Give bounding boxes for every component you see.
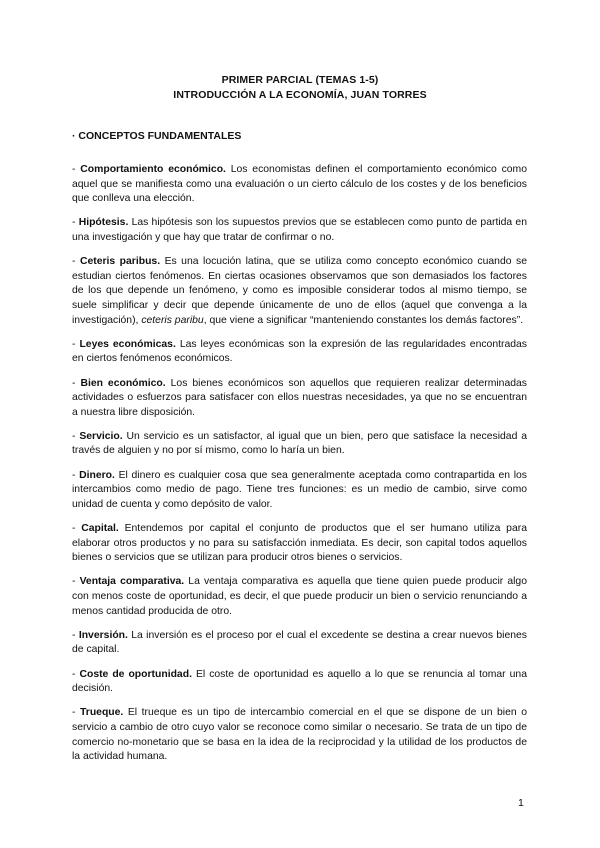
definition-bien-economico bbox=[72, 377, 527, 421]
definition-term: Ceteris paribus. bbox=[79, 256, 161, 268]
definitions-list bbox=[72, 163, 527, 774]
document-title-line-1: PRIMER PARCIAL (TEMAS 1-5) bbox=[221, 74, 379, 86]
definition-comportamiento-economico bbox=[72, 163, 527, 207]
definition-inversion bbox=[72, 629, 527, 658]
definition-text: Entendemos por capital el conjunto de productos que el ser humano utiliza para elaborar otros productos y no para su satisfacción inmediata. Es decir, son capital todos aquellos bienes o servicios que se utilizan para producir otros bienes o servicios. bbox=[72, 523, 527, 564]
definition-text: El trueque es un tipo de intercambio comercial en el que se dispone de un bien o servicio a cambio de otro cuyo valor se reconoce como similar o necesario. Se trata de un tipo de comercio no-monetario que se basa en la idea de la reciprocidad y la utilidad de los productos de la actividad humana. bbox=[72, 707, 527, 763]
definition-text: Las leyes económicas son la expresión de las regularidades encontradas en ciertos fenómenos económicos. bbox=[72, 338, 527, 365]
definition-term: Coste de oportunidad. bbox=[79, 668, 192, 680]
definition-term: Hipótesis. bbox=[78, 217, 129, 229]
definition-leyes-economicas bbox=[72, 338, 527, 367]
entry-dash: - bbox=[72, 377, 81, 389]
definition-trueque bbox=[72, 706, 527, 764]
page-number: 1 bbox=[518, 797, 524, 809]
definition-text: Las hipótesis son los supuestos previos que se establecen como punto de partida en una investigación y que hay que tratar de confirmar o no. bbox=[72, 217, 527, 243]
definition-text: Es una locución latina, que se utiliza como concepto económico cuando se estudian ciertos fenómenos. En ciertas ocasiones observamos que son demasiados los factores de los que depende un fenómeno, y como es imposible considerar todos al mismo tiempo, se suele simplificar y decir que depende únicamente de uno de ellos (aquel que convenga a la investigación), bbox=[72, 256, 527, 326]
entry-dash: - bbox=[72, 629, 79, 641]
section-heading: · CONCEPTOS FUNDAMENTALES bbox=[72, 130, 242, 142]
definition-text-after: , que viene a significar “manteniendo constantes los demás factores”. bbox=[203, 314, 524, 326]
definition-term: Dinero. bbox=[79, 469, 115, 481]
definition-text: El dinero es cualquier cosa que sea generalmente aceptada como contrapartida en los intercambios como medio de pago. Tiene tres funciones: es un medio de cambio, sirve como unidad de cuenta y como depósito de valor. bbox=[72, 469, 527, 510]
document-title-line-2: INTRODUCCIÓN A LA ECONOMÍA, JUAN TORRES bbox=[173, 89, 427, 101]
definition-term: Bien económico. bbox=[80, 377, 166, 389]
definition-term: Trueque. bbox=[80, 707, 124, 719]
definition-italic-text: ceteris paribu bbox=[141, 314, 204, 326]
entry-dash: - bbox=[72, 576, 80, 588]
entry-dash: - bbox=[72, 430, 80, 442]
definition-text: La inversión es el proceso por el cual el excedente se destina a crear nuevos bienes de capital. bbox=[72, 629, 527, 656]
definition-ceteris-paribus bbox=[72, 255, 527, 328]
definition-hipotesis bbox=[72, 216, 527, 245]
definition-text: Los economistas definen el comportamiento económico como aquel que se manifiesta como una evaluación o un cierto cálculo de los costes y de los beneficios que conlleva una elección. bbox=[72, 164, 527, 205]
entry-dash: - bbox=[72, 707, 81, 719]
definition-term: Comportamiento económico. bbox=[80, 164, 226, 175]
entry-dash: - bbox=[72, 523, 82, 535]
definition-term: Inversión. bbox=[78, 629, 128, 641]
definition-text: El coste de oportunidad es aquello a lo que se renuncia al tomar una decisión. bbox=[72, 668, 527, 695]
definition-term: Servicio. bbox=[79, 430, 123, 442]
definition-servicio bbox=[72, 430, 527, 459]
entry-dash: - bbox=[72, 256, 80, 268]
definition-term: Ventaja comparativa. bbox=[79, 576, 185, 588]
definition-text: La ventaja comparativa es aquella que tiene quien puede producir algo con menos coste de oportunidad, es decir, el que puede producir un bien o servicio renunciando a menos cantidad producida de otro. bbox=[72, 576, 527, 617]
definition-dinero bbox=[72, 469, 527, 513]
entry-dash: - bbox=[72, 164, 81, 175]
definition-ventaja-comparativa bbox=[72, 575, 527, 619]
definition-term: Capital. bbox=[81, 523, 119, 535]
entry-dash: - bbox=[72, 469, 80, 481]
entry-dash: - bbox=[72, 217, 79, 229]
entry-dash: - bbox=[72, 338, 80, 350]
definition-coste-de-oportunidad bbox=[72, 668, 527, 697]
definition-capital bbox=[72, 522, 527, 566]
definition-text: Un servicio es un satisfactor, al igual que un bien, pero que satisface la necesidad a través de alguien y no por sí mismo, como lo haría un bien. bbox=[72, 430, 527, 457]
definition-term: Leyes económicas. bbox=[79, 338, 176, 350]
definition-text: Los bienes económicos son aquellos que requieren realizar determinadas actividades o esfuerzos para satisfacer con ellos nuestras necesidades, ya que no se encuentran a nuestra libre disposición. bbox=[72, 377, 527, 418]
entry-dash: - bbox=[72, 668, 80, 680]
